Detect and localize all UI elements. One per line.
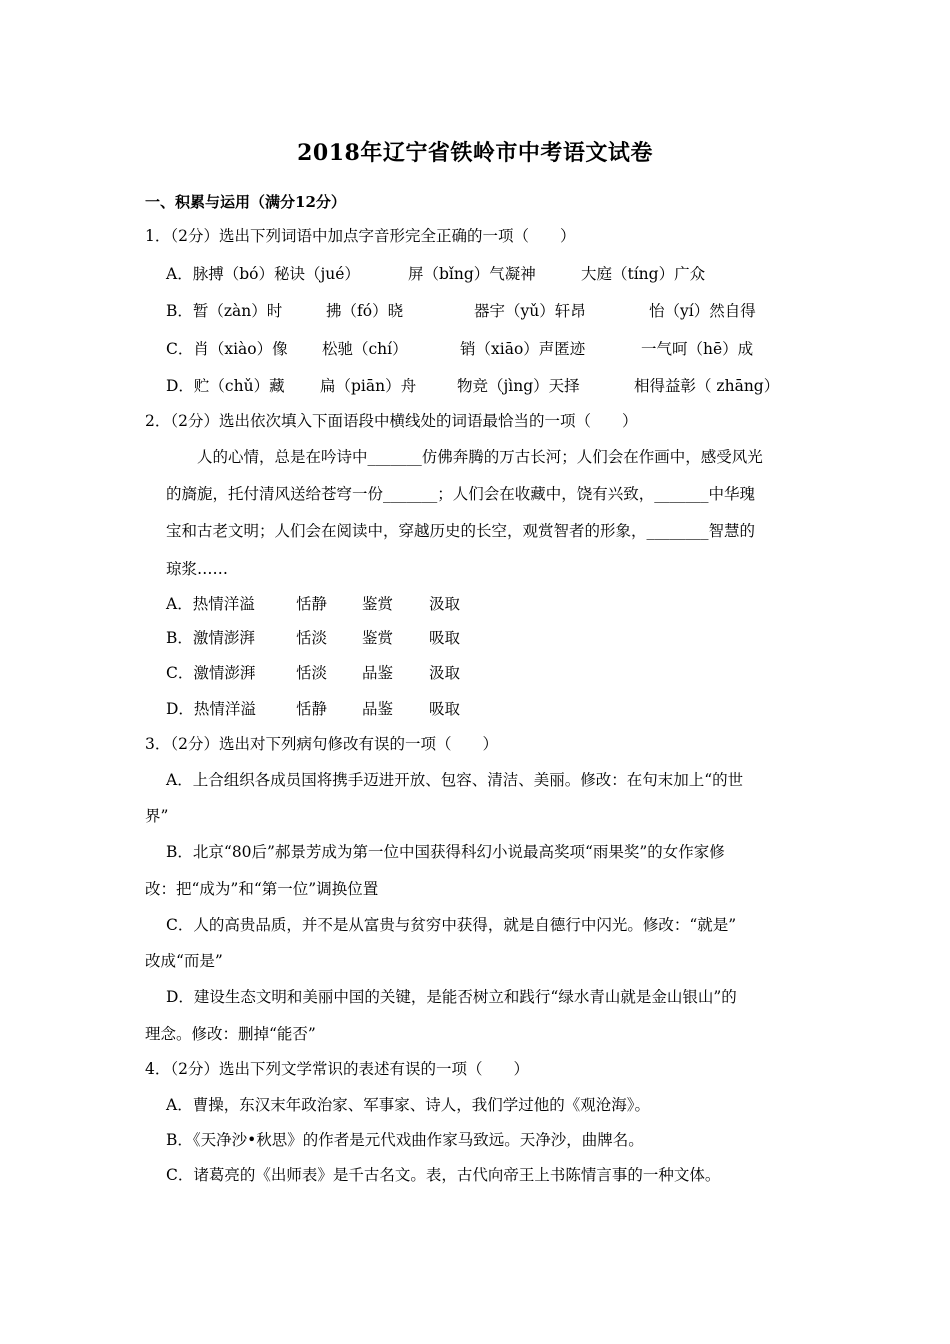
option-b-word-1: B．激情澎湃 [166,629,255,647]
passage-line-2: 的旖旎，托付清风送给苍穹一份_______；人们会在收藏中，饶有兴致，_______中华瑰 [166,485,756,503]
question-3-option-b-line-2: 改：把“成为”和“第一位”调换位置 [145,880,379,898]
question-3-option-c-line-2: 改成“而是” [145,952,223,970]
option-a-part-1: A．脉搏（bó）秘诀（jué） [166,265,360,283]
option-d-word-3: 品鉴 [362,700,394,718]
question-4-option-c: C．诸葛亮的《出师表》是千古名文。表，古代向帝王上书陈情言事的一种文体。 [166,1166,721,1184]
option-c-part-1: C．肖（xiào）像 [166,340,288,358]
page-title: 2018年辽宁省铁岭市中考语文试卷 [297,140,653,166]
passage-line-1: 人的心情，总是在吟诗中_______仿佛奔腾的万古长河；人们会在作画中，感受风光 [197,448,763,466]
question-4-stem: 4．（2分）选出下列文学常识的表述有误的一项（ ） [145,1060,529,1078]
option-a-word-2: 恬静 [296,595,328,613]
option-b-part-1: B．暂（zàn）时 [166,302,283,320]
question-4-option-b: B．《天净沙•秋思》的作者是元代戏曲作家马致远。天净沙，曲牌名。 [166,1131,644,1149]
option-b-word-3: 鉴赏 [362,629,394,647]
option-c-word-2: 恬淡 [296,664,328,682]
option-d-part-4: 相得益彰（ zhāng） [634,377,780,395]
option-b-part-4: 怡（yí）然自得 [649,302,756,320]
option-d-word-1: D．热情洋溢 [166,700,256,718]
question-3-option-c-line-1: C．人的高贵品质，并不是从富贵与贫穷中获得，就是自德行中闪光。修改：“就是” [166,916,737,934]
option-c-word-1: C．激情澎湃 [166,664,256,682]
question-3-stem: 3．（2分）选出对下列病句修改有误的一项（ ） [145,735,498,753]
question-3-option-d-line-1: D．建设生态文明和美丽中国的关键，是能否树立和践行“绿水青山就是金山银山”的 [166,988,737,1006]
option-d-part-2: 扁（piān）舟 [320,377,417,395]
option-d-part-3: 物竞（jìng）天择 [457,377,580,395]
question-1-stem: 1．（2分）选出下列词语中加点字音形完全正确的一项（ ） [145,227,576,245]
question-4-option-a: A．曹操，东汉末年政治家、军事家、诗人，我们学过他的《观沧海》。 [166,1096,650,1114]
option-a-part-3: 大庭（tíng）广众 [581,265,706,283]
option-a-word-3: 鉴赏 [362,595,394,613]
option-a-word-4: 汲取 [429,595,461,613]
section-heading: 一、积累与运用（满分12分） [145,193,346,211]
option-b-part-2: 拂（fó）晓 [326,302,404,320]
question-3-option-a-line-1: A．上合组织各成员国将携手迈进开放、包容、清洁、美丽。修改：在句末加上“的世 [166,771,744,789]
option-c-part-2: 松驰（chí） [322,340,408,358]
option-c-part-4: 一气呵（hē）成 [641,340,754,358]
question-2-stem: 2．（2分）选出依次填入下面语段中横线处的词语最恰当的一项（ ） [145,412,638,430]
option-d-part-1: D．贮（chǔ）藏 [166,377,285,395]
question-3-option-d-line-2: 理念。修改：删掉“能否” [145,1025,316,1043]
question-3-option-b-line-1: B．北京“80后”郝景芳成为第一位中国获得科幻小说最高奖项“雨果奖”的女作家修 [166,843,725,861]
option-c-part-3: 销（xiāo）声匿迹 [460,340,586,358]
passage-line-3: 宝和古老文明；人们会在阅读中，穿越历史的长空，观赏智者的形象，________智慧的 [166,522,756,540]
option-b-word-4: 吸取 [429,629,461,647]
option-c-word-3: 品鉴 [362,664,394,682]
option-d-word-2: 恬静 [296,700,328,718]
option-b-word-2: 恬淡 [296,629,328,647]
question-3-option-a-line-2: 界” [145,807,169,825]
option-d-word-4: 吸取 [429,700,461,718]
option-b-part-3: 器宇（yǔ）轩昂 [474,302,586,320]
option-a-word-1: A．热情洋溢 [166,595,255,613]
option-a-part-2: 屏（bǐng）气凝神 [408,265,536,283]
passage-line-4: 琼浆…… [166,560,229,578]
option-c-word-4: 汲取 [429,664,461,682]
